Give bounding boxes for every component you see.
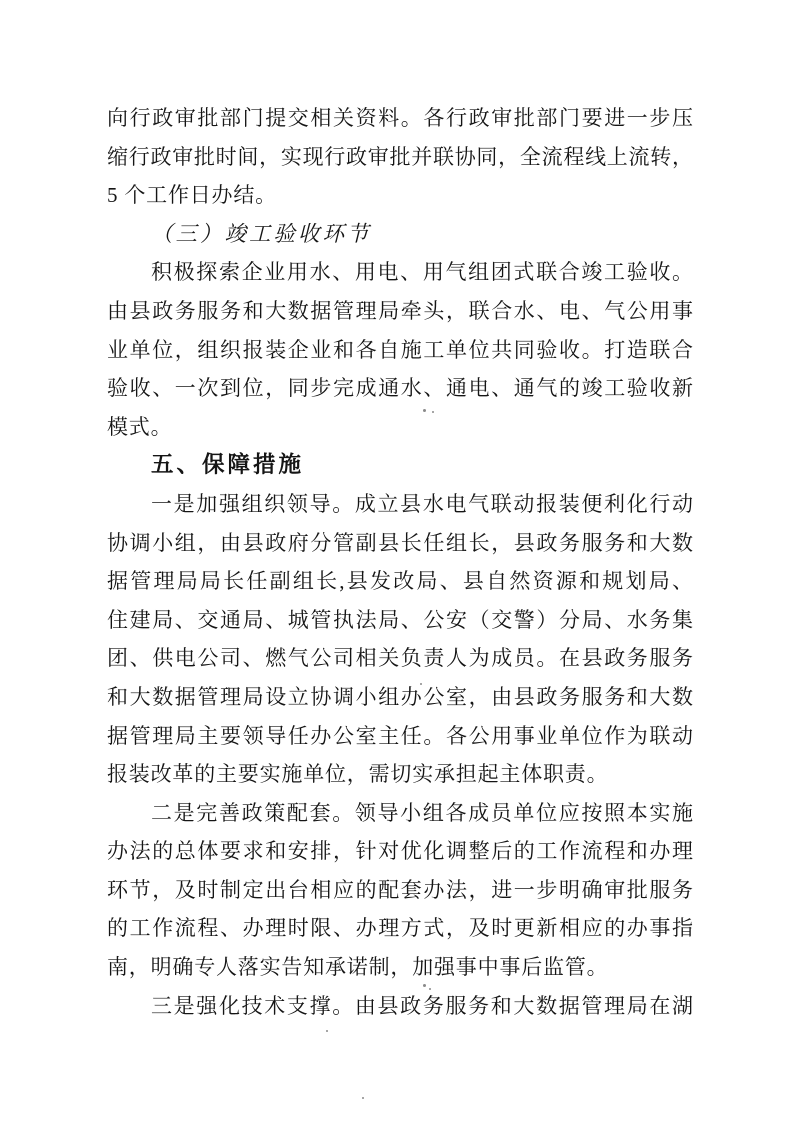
text-line: 办法的总体要求和安排，针对优化调整后的工作流程和办理 [107, 839, 693, 864]
scan-speck [423, 984, 426, 987]
text-line: 据管理局主要领导任办公室主任。各公用事业单位作为联动 [107, 723, 693, 748]
text-line: 南，明确专人落实告知承诺制，加强事中事后监管。 [107, 955, 609, 980]
text-line: 住建局、交通局、城管执法局、公安（交警）分局、水务集 [107, 607, 693, 632]
text-line: 由县政务服务和大数据管理局牵头，联合水、电、气公用事 [107, 298, 693, 323]
text-line: （三）竣工验收环节 [151, 221, 372, 246]
scan-speck [420, 683, 422, 685]
text-line: 一是加强组织领导。成立县水电气联动报装便利化行动 [151, 491, 693, 516]
text-line: 缩行政审批时间，实现行政审批并联协同，全流程线上流转， [107, 144, 693, 169]
scan-speck [432, 411, 434, 413]
text-line: 团、供电公司、燃气公司相关负责人为成员。在县政务服务 [107, 646, 693, 671]
text-line: 协调小组，由县政府分管副县长任组长，县政务服务和大数 [107, 530, 693, 555]
text-line: 5 个工作日办结。 [107, 183, 277, 208]
scan-speck [423, 409, 426, 412]
text-line: 业单位，组织报装企业和各自施工单位共同验收。打造联合 [107, 337, 693, 362]
scan-speck [326, 1030, 328, 1032]
scan-speck [429, 988, 431, 990]
text-line: 模式。 [107, 414, 173, 439]
text-line: 验收、一次到位，同步完成通水、通电、通气的竣工验收新 [107, 376, 693, 401]
text-line: 报装改革的主要实施单位，需切实承担起主体职责。 [107, 762, 609, 787]
text-line: 五、保障措施 [151, 452, 305, 478]
text-line: 向行政审批部门提交相关资料。各行政审批部门要进一步压 [107, 106, 693, 130]
text-line: 二是完善政策配套。领导小组各成员单位应按照本实施 [151, 800, 693, 825]
text-line: 据管理局局长任副组长,县发改局、县自然资源和规划局、 [107, 569, 693, 594]
scan-speck [362, 1097, 364, 1099]
document-text-block [107, 99, 693, 1025]
text-line: 积极探索企业用水、用电、用气组团式联合竣工验收。 [151, 260, 693, 285]
text-line: 环节，及时制定出台相应的配套办法，进一步明确审批服务 [107, 877, 693, 902]
text-line: 的工作流程、办理时限、办理方式，及时更新相应的办事指 [107, 916, 693, 941]
text-line: 和大数据管理局设立协调小组办公室，由县政务服务和大数 [107, 684, 693, 709]
text-line: 三是强化技术支撑。由县政务服务和大数据管理局在湖 [151, 993, 693, 1018]
